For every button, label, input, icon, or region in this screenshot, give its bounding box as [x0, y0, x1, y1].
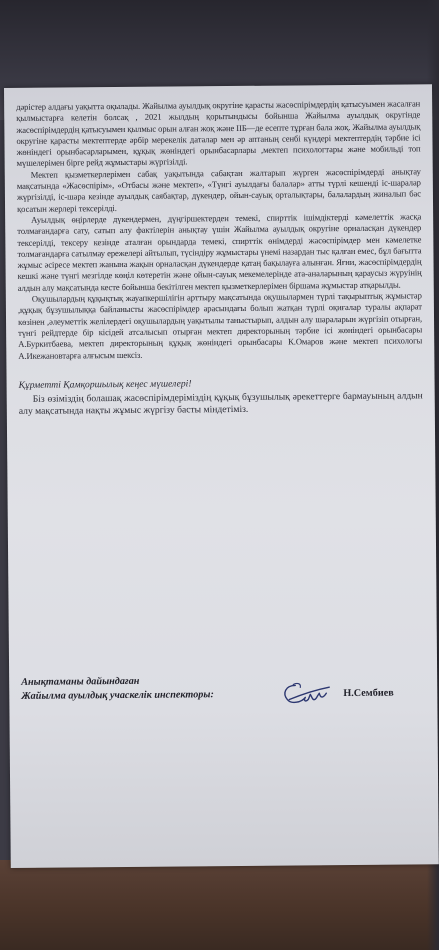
- signature-scribble-icon: [279, 679, 331, 707]
- greeting-line: Құрметті Қамқоршылық кеңес мүшелері!: [18, 378, 192, 391]
- table-surface: [0, 860, 439, 950]
- paragraph-2: Мектеп қызметкерлерімен сабақ уақытында сабақтан жалтарып жүрген жасөспірімдерді анықтау мақсатында «Жасөспірім», «Отбасы және мектеп», «Түнгі ауылдағы балалар» атты түрлі кешенді іс-шаралар жүргізілді, іс-шара кезінде ауылдық саябақтар, дүкендер, ойын-сауық орталықтары, балалардың жиналып бас қосатын жерлері тексерілді.: [16, 166, 421, 214]
- document-footer: [21, 672, 426, 736]
- inspector-title: Жайылма ауылдық учаскелік инспекторы:: [21, 689, 214, 702]
- document-body: [16, 98, 423, 417]
- paragraph-4: Оқушылардың құқықтық жауапкершілігін арттыру мақсатында оқушылармен түрлі тақырыптық жұмыстар ,құқық бұзушылыққа байланысты жасөспірімдер арасындағы болып жатқан түрлі оқиғалар туралы ақпарат көзінен ,әлеуметтік желілердегі оқушылардың уақытылы таныстырып, алдын алу шараларын жүргізіп отырған, түнгі рейдтерде бір кісідей атсалысып отырған мектеп директорының тәрбие ісі жөніндегі орынбасары А.Буркитбаева, мектеп директорының құқық жөніндегі орынбасары К.Омаров және мектеп психологы А.Икежановтарға алғысым шексіз.: [17, 290, 423, 361]
- paragraph-1: дәрістер алдағы уақытта оқылады. Жайылма ауылдық округіне қарасты жасөспірімдердің қатысуымен жасалған қылмыстарға келетін болсақ , 2021 жылдың қорытындысы бойынша Жайылма ауылдық округінде жасөспірімдердің қатысуымен қылмыс орын алған жоқ және ІІБ—де есепте тұрған бала жоқ. Жайылма ауылдық округіне қарасты мектептерде әрбір мерекелік даталар мен әр аптаның сенбі күндері мектептердің тәрбие ісі жөніндегі орынбасарларымен, құқық жөніндегі орынбасарлары ,мектеп психологтары және мобильді топ мүшелерімен бірге рейд жұмыстары жүргізілді.: [16, 98, 421, 169]
- prepared-by-label: Анықтаманы дайындаған: [21, 675, 140, 688]
- closing-paragraph: Біз өзіміздің болашақ жасөспірімдеріміздің құқық бұзушылық әрекеттерге бармауының алдын алу мақсатында нақты жұмыс жүргізу басты міндетіміз.: [18, 390, 423, 417]
- signer-name: Н.Сембиев: [343, 687, 394, 700]
- document-page: [4, 84, 439, 868]
- paragraph-3: Ауылдық өңірлерде дүкендермен, дүңгіршектерден темекі, спирттік ішімдіктерді кәмелеттік жасқа толмағандарға сату, сатып алу фактілерін анықтау үшін Жайылма ауылдық округіне орналасқан дүкендер тексерілді, тексеру кезінде аталған орындарда темекі, спирттік өнімдерді жасөспірімдер мен кәмелетке толмағандарға сатылмау ережелері айтылып, түсіндіру жұмыстары үнемі назардан тыс қалған емес, бұл бағытта жұмыс әсіресе мектеп жанына жақын орналасқан дүкендерде қатаң бақылауға алынған. Яғни, жасөспірімдердің кешкі және түнгі мезгілде көңіл көтеретін және ойын-сауық мекемелерінде ата-аналарының қараусыз жүруінің алдын алу мақсатында кесте бойынша бекітілген мектеп қызметкерлерімен біршама жұмыстар атқарылды.: [17, 211, 422, 293]
